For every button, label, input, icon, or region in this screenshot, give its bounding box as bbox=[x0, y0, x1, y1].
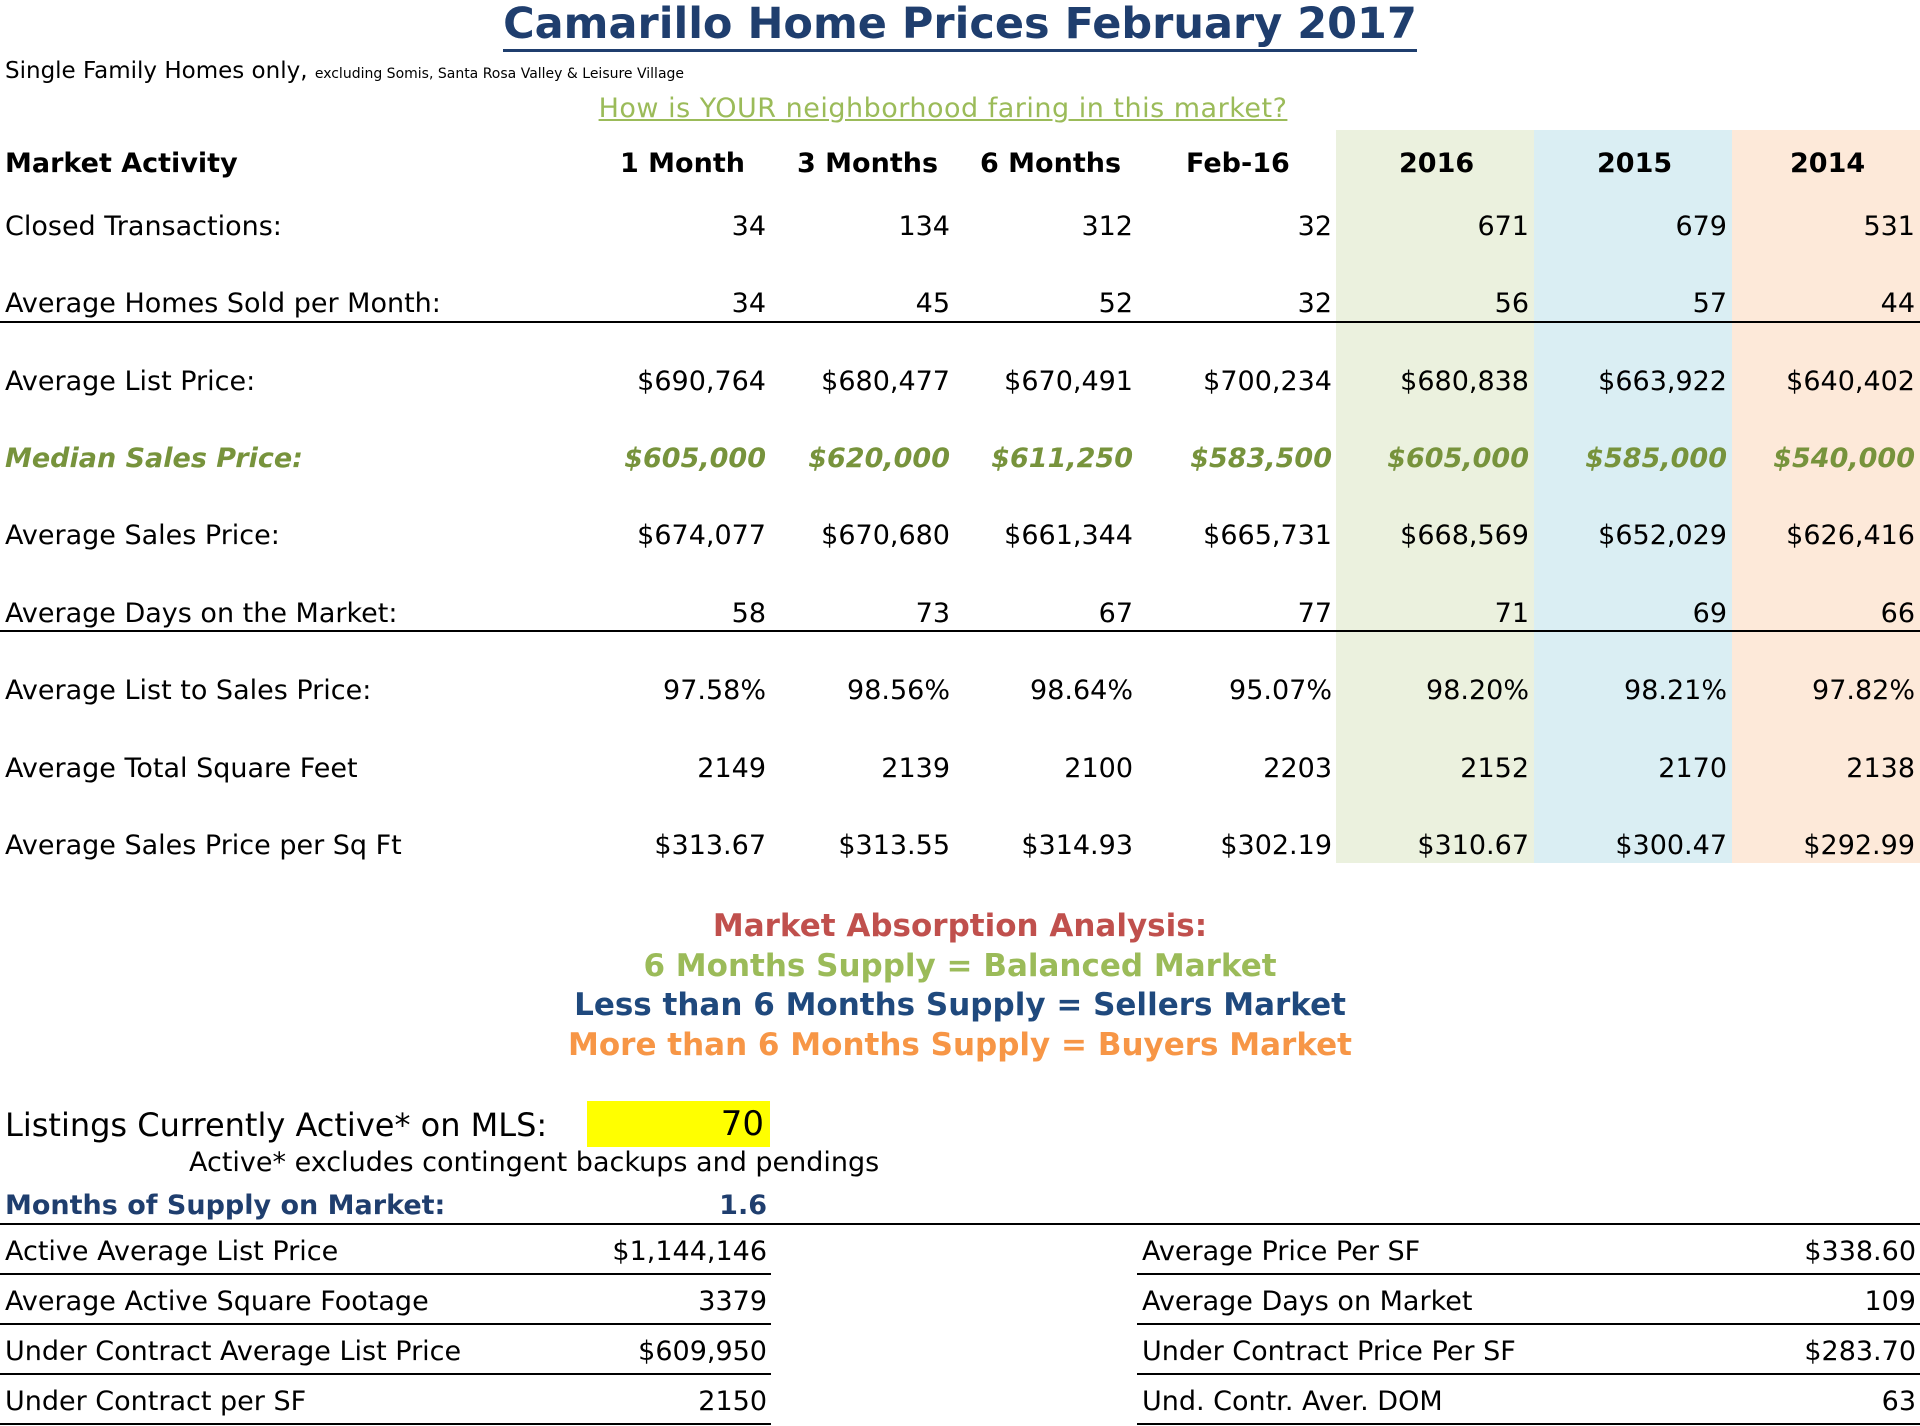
absorption-balanced: 6 Months Supply = Balanced Market bbox=[643, 948, 1277, 984]
row-value: 95.07% bbox=[1229, 675, 1332, 706]
subtitle-main: Single Family Homes only, bbox=[5, 58, 308, 84]
row-value: 58 bbox=[731, 598, 766, 629]
subtitle-note: excluding Somis, Santa Rosa Valley & Leisure Village bbox=[314, 66, 685, 82]
table-row bbox=[0, 826, 1920, 866]
absorption-buyers: More than 6 Months Supply = Buyers Market bbox=[568, 1027, 1352, 1063]
row-value: 2152 bbox=[1460, 753, 1529, 784]
row-value: 98.64% bbox=[1030, 675, 1133, 706]
row-value: 2100 bbox=[1064, 753, 1133, 784]
row-label: Closed Transactions: bbox=[5, 211, 282, 242]
row-value: 44 bbox=[1880, 288, 1915, 319]
row-value: 312 bbox=[1081, 211, 1133, 242]
table-row bbox=[0, 207, 1920, 247]
row-value: 671 bbox=[1477, 211, 1529, 242]
row-label: Median Sales Price: bbox=[5, 443, 303, 474]
row-value: $626,416 bbox=[1786, 520, 1915, 551]
active-note: Active* excludes contingent backups and pendings bbox=[189, 1147, 880, 1178]
row-value: 134 bbox=[898, 211, 950, 242]
table-row bbox=[0, 594, 1920, 634]
row-value: $680,477 bbox=[821, 366, 950, 397]
stat-row bbox=[0, 1376, 771, 1424]
row-label: Average Homes Sold per Month: bbox=[5, 288, 441, 319]
row-value: $585,000 bbox=[1585, 443, 1727, 474]
absorption-sellers: Less than 6 Months Supply = Sellers Market bbox=[574, 987, 1346, 1023]
header-1-month: 1 Month bbox=[620, 148, 745, 179]
row-value: 45 bbox=[915, 288, 950, 319]
stat-divider bbox=[0, 1373, 771, 1375]
row-value: 69 bbox=[1692, 598, 1727, 629]
stat-row bbox=[1137, 1276, 1920, 1324]
stat-divider bbox=[1137, 1273, 1920, 1275]
row-value: 34 bbox=[731, 288, 766, 319]
stat-label: Average Price Per SF bbox=[1142, 1236, 1421, 1267]
stat-row bbox=[1137, 1226, 1920, 1274]
row-label: Average Sales Price per Sq Ft bbox=[5, 830, 402, 861]
table-header-row bbox=[0, 144, 1920, 184]
header-2015: 2015 bbox=[1597, 148, 1673, 179]
stat-label: Active Average List Price bbox=[5, 1236, 339, 1267]
header-6-months: 6 Months bbox=[980, 148, 1122, 179]
stat-divider bbox=[1137, 1323, 1920, 1325]
header-2016: 2016 bbox=[1399, 148, 1475, 179]
stat-value: $609,950 bbox=[638, 1336, 767, 1367]
stat-value: 109 bbox=[1864, 1286, 1916, 1317]
table-row bbox=[0, 362, 1920, 402]
row-value: $314.93 bbox=[1021, 830, 1133, 861]
row-value: 2139 bbox=[881, 753, 950, 784]
row-value: $302.19 bbox=[1220, 830, 1332, 861]
stat-row bbox=[0, 1276, 771, 1324]
stat-divider bbox=[0, 1423, 771, 1425]
listings-highlight bbox=[587, 1101, 770, 1147]
subtitle bbox=[5, 56, 684, 89]
row-value: $611,250 bbox=[991, 443, 1133, 474]
stat-divider bbox=[1137, 1373, 1920, 1375]
stat-label: Under Contract Price Per SF bbox=[1142, 1336, 1516, 1367]
row-value: 67 bbox=[1098, 598, 1133, 629]
stat-label: Average Days on Market bbox=[1142, 1286, 1473, 1317]
row-divider bbox=[0, 321, 1920, 323]
row-value: $674,077 bbox=[637, 520, 766, 551]
row-value: 2149 bbox=[697, 753, 766, 784]
row-value: $665,731 bbox=[1203, 520, 1332, 551]
row-value: 679 bbox=[1675, 211, 1727, 242]
stat-label: Und. Contr. Aver. DOM bbox=[1142, 1386, 1443, 1417]
row-value: 98.56% bbox=[847, 675, 950, 706]
row-label: Average Days on the Market: bbox=[5, 598, 398, 629]
header-2014: 2014 bbox=[1790, 148, 1866, 179]
stat-divider bbox=[0, 1323, 771, 1325]
row-value: $640,402 bbox=[1786, 366, 1915, 397]
row-label: Average List Price: bbox=[5, 366, 256, 397]
supply-divider bbox=[0, 1223, 1920, 1225]
table-row bbox=[0, 671, 1920, 711]
row-value: 34 bbox=[731, 211, 766, 242]
stat-label: Under Contract Average List Price bbox=[5, 1336, 462, 1367]
row-label: Average Sales Price: bbox=[5, 520, 280, 551]
page-title: Camarillo Home Prices February 2017 bbox=[0, 0, 1920, 48]
row-value: $540,000 bbox=[1773, 443, 1915, 474]
stat-value: $338.60 bbox=[1804, 1236, 1916, 1267]
months-supply-value: 1.6 bbox=[719, 1190, 767, 1221]
row-value: $310.67 bbox=[1417, 830, 1529, 861]
row-value: 77 bbox=[1297, 598, 1332, 629]
table-row bbox=[0, 516, 1920, 556]
stat-divider bbox=[1137, 1423, 1920, 1425]
row-value: 56 bbox=[1494, 288, 1529, 319]
row-value: $663,922 bbox=[1598, 366, 1727, 397]
row-label: Average List to Sales Price: bbox=[5, 675, 372, 706]
listings-value: 70 bbox=[720, 1104, 764, 1144]
row-value: 66 bbox=[1880, 598, 1915, 629]
row-value: $661,344 bbox=[1004, 520, 1133, 551]
row-value: $652,029 bbox=[1598, 520, 1727, 551]
row-value: 57 bbox=[1692, 288, 1727, 319]
row-value: 32 bbox=[1297, 211, 1332, 242]
row-value: $680,838 bbox=[1400, 366, 1529, 397]
listings-label: Listings Currently Active* on MLS: bbox=[5, 1106, 548, 1144]
stat-row bbox=[0, 1226, 771, 1274]
neighborhood-question: How is YOUR neighborhood faring in this market? bbox=[598, 93, 1288, 124]
row-value: 531 bbox=[1863, 211, 1915, 242]
stat-value: $283.70 bbox=[1804, 1336, 1916, 1367]
table-row-median bbox=[0, 439, 1920, 479]
stat-label: Average Active Square Footage bbox=[5, 1286, 429, 1317]
header-3-months: 3 Months bbox=[797, 148, 939, 179]
row-value: $583,500 bbox=[1190, 443, 1332, 474]
stat-value: 2150 bbox=[698, 1386, 767, 1417]
stat-value: 3379 bbox=[698, 1286, 767, 1317]
stat-row bbox=[0, 1326, 771, 1374]
header-feb-16: Feb-16 bbox=[1186, 148, 1290, 179]
row-value: 97.58% bbox=[663, 675, 766, 706]
table-row bbox=[0, 284, 1920, 324]
stat-row bbox=[1137, 1376, 1920, 1424]
row-value: $700,234 bbox=[1203, 366, 1332, 397]
row-value: $690,764 bbox=[637, 366, 766, 397]
row-value: 2170 bbox=[1658, 753, 1727, 784]
row-value: $313.55 bbox=[838, 830, 950, 861]
row-value: $620,000 bbox=[808, 443, 950, 474]
row-value: $605,000 bbox=[624, 443, 766, 474]
table-row bbox=[0, 749, 1920, 789]
row-value: $668,569 bbox=[1400, 520, 1529, 551]
row-divider bbox=[0, 630, 1920, 632]
stat-value: $1,144,146 bbox=[612, 1236, 767, 1267]
row-value: 71 bbox=[1494, 598, 1529, 629]
absorption-title: Market Absorption Analysis: bbox=[712, 908, 1208, 944]
row-label: Average Total Square Feet bbox=[5, 753, 358, 784]
row-value: 2203 bbox=[1263, 753, 1332, 784]
row-value: 98.21% bbox=[1624, 675, 1727, 706]
stat-row bbox=[1137, 1326, 1920, 1374]
row-value: $292.99 bbox=[1803, 830, 1915, 861]
row-value: $300.47 bbox=[1615, 830, 1727, 861]
row-value: $313.67 bbox=[654, 830, 766, 861]
months-supply-label: Months of Supply on Market: bbox=[5, 1190, 446, 1221]
row-value: $605,000 bbox=[1387, 443, 1529, 474]
row-value: 32 bbox=[1297, 288, 1332, 319]
row-value: $670,491 bbox=[1004, 366, 1133, 397]
row-value: $670,680 bbox=[821, 520, 950, 551]
stat-label: Under Contract per SF bbox=[5, 1386, 307, 1417]
stat-divider bbox=[0, 1273, 771, 1275]
row-value: 52 bbox=[1098, 288, 1133, 319]
row-value: 73 bbox=[915, 598, 950, 629]
row-value: 2138 bbox=[1846, 753, 1915, 784]
stat-value: 63 bbox=[1881, 1386, 1916, 1417]
row-value: 98.20% bbox=[1426, 675, 1529, 706]
row-value: 97.82% bbox=[1812, 675, 1915, 706]
header-market-activity: Market Activity bbox=[5, 148, 238, 179]
